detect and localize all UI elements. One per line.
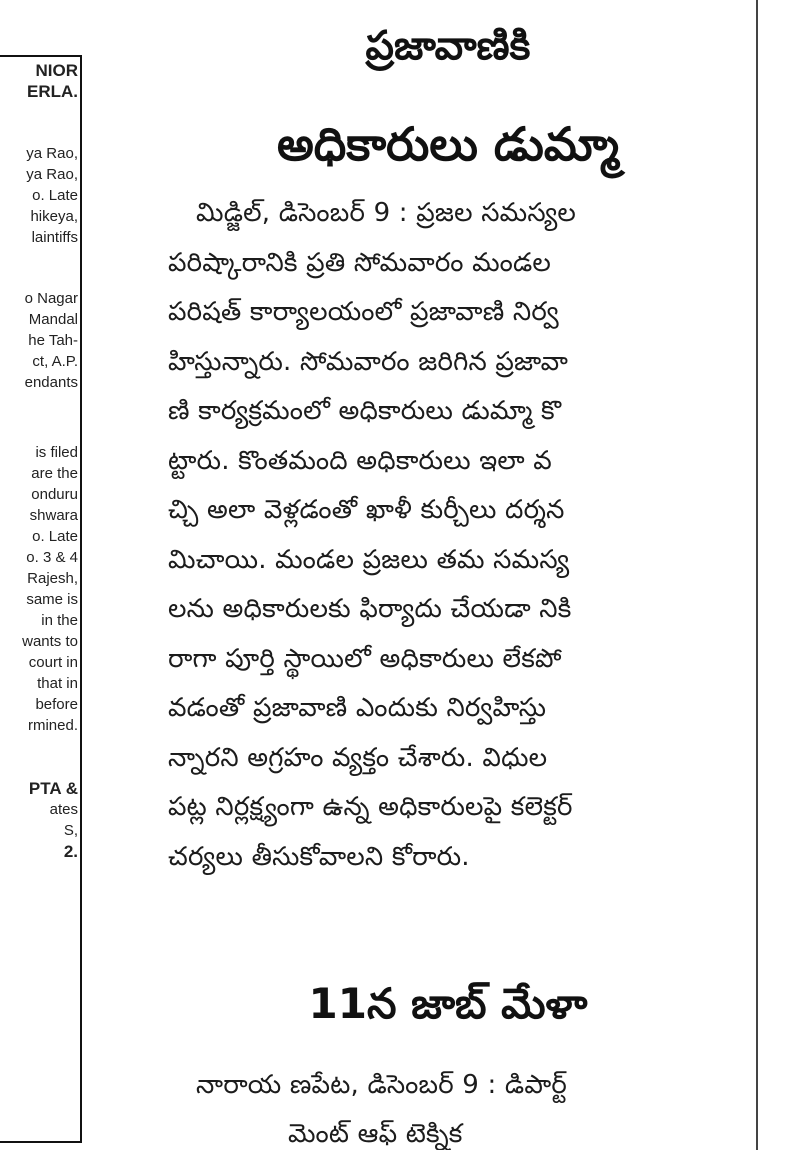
legal-notice-line: onduru [31,486,78,503]
legal-notice-line: laintiffs [31,229,78,246]
headline-line-1: ప్రజావాణికి [365,23,531,69]
article-body-line: ణి కార్యక్రమంలో అధికారులు డుమ్మా కొ [168,396,562,426]
legal-notice-line: he Tah- [28,332,78,349]
column-divider [756,0,758,1150]
article-body-line: చర్యలు తీసుకోవాలని కోరారు. [168,841,470,872]
legal-notice-line: S, [63,822,78,839]
legal-notice-line: court in [28,654,78,671]
legal-notice-line: PTA & [28,779,78,798]
article-body-line: వడంతో ప్రజావాణి ఎందుకు నిర్వహిస్తు [168,693,547,723]
legal-notice-line: ya Rao, [26,166,78,183]
adjacent-legal-notice-column [0,0,84,1150]
news-article [168,0,728,1150]
legal-notice-line: rmined. [27,717,78,734]
legal-notice-line: ct, A.P. [32,353,78,370]
article-body-line: మిచాయి. మండల ప్రజలు తమ సమస్య [168,544,570,575]
article-body-line: రాగా పూర్తి స్థాయిలో అధికారులు లేకపో [168,643,562,674]
legal-notice-line: Rajesh, [27,570,78,587]
legal-notice-line: are the [31,465,78,482]
article-body-line: హిస్తున్నారు. సోమవారం జరిగిన ప్రజావా [168,346,569,377]
legal-notice-line: ates [49,801,78,818]
legal-notice-line: hikeya, [30,208,78,225]
legal-notice-line: same is [26,591,78,608]
legal-notice-line: o. 3 & 4 [26,549,78,566]
article2-body-line: మెంట్ ఆఫ్ టెక్నిక [288,1119,463,1149]
legal-notice-line: Mandal [28,311,78,328]
legal-notice-line: o Nagar [24,290,78,307]
legal-notice-line: before [35,696,78,713]
article-body-line: న్నారని అగ్రహం వ్యక్తం చేశారు. విధుల [168,742,548,773]
legal-notice-line: 2. [63,842,78,861]
legal-notice-line: wants to [22,633,78,650]
legal-notice-line: shwara [29,507,78,524]
legal-notice-line: ERLA. [27,82,78,101]
article2-headline: 11న జాబ్ మేళా [308,979,588,1028]
legal-notice-line: NIOR [35,61,78,80]
legal-notice-line: is filed [35,444,78,461]
article-body-line: ట్టారు. కొంతమంది అధికారులు ఇలా వ [168,445,552,476]
legal-notice-line: in the [41,612,78,629]
legal-notice-line: o. Late [32,528,78,545]
article-body-line: పట్ల నిర్లక్ష్యంగా ఉన్న అధికారులపై కలెక్టర్ [168,792,573,822]
article-body-line: చ్చి అలా వెళ్లడంతో ఖాళీ కుర్చీలు దర్శన [168,495,565,525]
headline-line-2: అధికారులు డుమ్మా [277,117,619,171]
article2-body-line: నారాయ ణపేట, డిసెంబర్ 9 : డిపార్ట్ [196,1070,567,1100]
legal-notice-line: o. Late [32,187,78,204]
article-body-line: పరిష్కారానికి ప్రతి సోమవారం మండల [168,247,552,278]
legal-notice-line: endants [24,374,78,391]
article-body-line: మిడ్జిల్, డిసెంబర్ 9 : ప్రజల సమస్యల [196,198,577,228]
legal-notice-line: that in [37,675,78,692]
article-body-line: లను అధికారులకు ఫిర్యాదు చేయడా నికి [168,594,572,624]
article-body-line: పరిషత్ కార్యాలయంలో ప్రజావాణి నిర్వ [168,297,559,327]
legal-notice-line: ya Rao, [26,145,78,162]
